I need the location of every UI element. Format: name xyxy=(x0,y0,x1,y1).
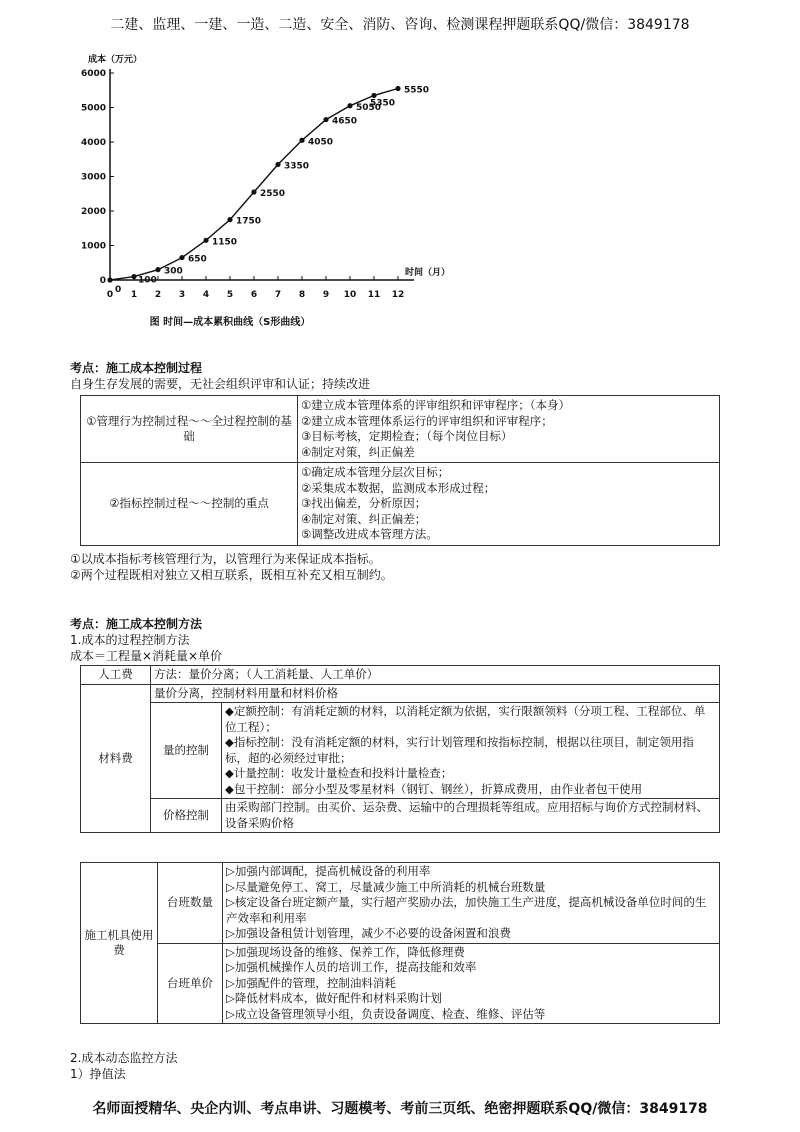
machine-shift-price-items xyxy=(223,943,720,1024)
data-point xyxy=(371,93,376,98)
section1-intro: 自身生存发展的需要，无社会组织评审和认证；持续改进 xyxy=(70,377,371,391)
list-item: ▷尽量避免停工、窝工，尽量减少施工中所消耗的机械台班数量 xyxy=(226,879,546,894)
cost-formula: 成本＝工程量×消耗量×单价 xyxy=(70,649,223,663)
y-tick-label: 6000 xyxy=(80,69,106,79)
data-label: 5550 xyxy=(404,85,430,96)
data-point xyxy=(227,217,232,222)
table-row xyxy=(81,666,720,685)
data-point xyxy=(155,267,160,272)
list-item: ◆指标控制：没有消耗定额的材料，实行计划管理和按指标控制，根据以往项目，制定领用指标，超的必须经过审批； xyxy=(225,735,694,765)
x-tick-label: 4 xyxy=(202,290,210,300)
list-item: ▷核定设备台班定额产量，实行超产奖励办法，加快施工生产进度，提高机械设备单位时间的生产效率和利用率 xyxy=(226,895,707,925)
x-tick-label: 9 xyxy=(322,290,330,300)
x-tick-label: 10 xyxy=(343,290,357,300)
labor-content: 方法：量价分离；（人工消耗量、人工单价） xyxy=(151,666,720,685)
x-tick-label: 5 xyxy=(226,290,234,300)
data-label: 1150 xyxy=(212,237,238,248)
machine-shift-qty-items xyxy=(223,863,720,944)
list-item: ②采集成本数据，监测成本形成过程； xyxy=(301,480,496,495)
x-tick-label: 8 xyxy=(298,290,306,300)
x-tick-label: 7 xyxy=(274,290,282,300)
machine-shift-qty-label: 台班数量 xyxy=(158,863,223,944)
x-axis-label: 时间（月） xyxy=(405,268,451,278)
y-tick-label: 5000 xyxy=(80,103,106,114)
list-item: ④制定对策，纠正偏差 xyxy=(301,444,415,459)
data-label: 4050 xyxy=(308,137,334,148)
table-row xyxy=(81,863,720,944)
table-row xyxy=(81,799,720,833)
material-price-content: 由采购部门控制。由买价、运杂费、运输中的合理损耗等组成。应用招标与询价方式控制材料、设备采购价格 xyxy=(222,799,720,833)
section1-note-2: ②两个过程既相对独立又相互联系，既相互补充又相互制约。 xyxy=(70,568,393,582)
data-point xyxy=(131,274,136,279)
section1-title: 考点：施工成本控制过程 xyxy=(70,361,203,375)
list-item: ▷加强内部调配，提高机械设备的利用率 xyxy=(226,864,431,878)
list-item: ④制定对策、纠正偏差； xyxy=(301,511,427,526)
y-tick-label: 3000 xyxy=(80,172,106,183)
machine-label: 施工机具使用费 xyxy=(81,863,158,1024)
list-item: ▷降低材料成本，做好配件和材料采购计划 xyxy=(226,991,442,1005)
list-item: ⑤调整改进成本管理方法。 xyxy=(301,527,438,542)
data-label: 3350 xyxy=(284,161,310,172)
material-top: 量价分离，控制材料用量和材料价格 xyxy=(151,684,720,703)
labor-label: 人工费 xyxy=(81,666,151,685)
data-label: 650 xyxy=(188,254,207,265)
table-row xyxy=(81,396,720,463)
data-label: 5050 xyxy=(356,102,382,113)
data-label: 100 xyxy=(138,275,157,286)
data-label: 1750 xyxy=(236,216,262,227)
chart-point-labels xyxy=(115,86,429,295)
material-label: 材料费 xyxy=(81,684,151,833)
data-point xyxy=(179,255,184,260)
y-tick-label: 1000 xyxy=(80,241,106,252)
list-item: ◆包干控制：部分小型及零星材料（钢钉、钢丝），折算成费用，由作业者包干使用 xyxy=(225,781,643,796)
x-tick-label: 11 xyxy=(367,290,381,300)
y-tick-label: 4000 xyxy=(80,138,106,148)
data-point xyxy=(323,117,328,122)
x-tick-label: 6 xyxy=(250,290,258,300)
control-process-table xyxy=(80,395,720,546)
material-qty-label: 量的控制 xyxy=(151,703,222,799)
list-item: ◆计量控制：收发计量检查和投料计量检查； xyxy=(225,766,453,780)
list-item: ▷加强配件的管理，控制油料消耗 xyxy=(226,975,396,990)
table-row xyxy=(81,943,720,1024)
page-footer: 名师面授精华、央企内训、考点串讲、习题模考、考前三页纸、绝密押题联系QQ/微信：3849178 xyxy=(92,1101,708,1117)
data-label: 300 xyxy=(164,266,183,277)
section2-sub1: 1.成本的过程控制方法 xyxy=(70,633,190,647)
material-price-label: 价格控制 xyxy=(151,799,222,833)
list-item: ◆定额控制：有消耗定额的材料，以消耗定额为依据，实行限额领料（分项工程、工程部位、单位工程）； xyxy=(225,704,706,734)
list-item: ①建立成本管理体系的评审组织和评审程序；（本身） xyxy=(301,398,571,412)
cost-control-table xyxy=(80,665,720,833)
x-tick-label: 0 xyxy=(106,290,114,300)
s-curve-chart xyxy=(75,48,451,333)
row2-items xyxy=(298,463,720,546)
section2-sub2-1: 1）挣值法 xyxy=(70,1067,126,1081)
data-point xyxy=(299,138,304,143)
list-item: ▷成立设备管理领导小组，负责设备调度、检查、维修、评估等 xyxy=(226,1006,546,1021)
row2-label: ②指标控制过程～～控制的重点 xyxy=(81,463,298,546)
table-row xyxy=(81,684,720,703)
data-label: 0 xyxy=(115,285,122,295)
list-item: ③目标考核，定期检查；（每个岗位目标） xyxy=(301,429,513,443)
y-tick-label: 0 xyxy=(99,276,106,286)
data-point xyxy=(347,103,352,108)
y-tick-label: 2000 xyxy=(80,207,106,217)
chart-series xyxy=(107,86,400,283)
x-tick-label: 3 xyxy=(178,290,186,300)
section2-title: 考点：施工成本控制方法 xyxy=(70,617,203,631)
list-item: ▷加强机械操作人员的培训工作，提高技能和效率 xyxy=(226,960,477,974)
data-label: 5350 xyxy=(370,98,396,109)
data-point xyxy=(203,238,208,243)
table-row xyxy=(81,463,720,546)
list-item: ▷加强设备租赁计划管理，减少不必要的设备闲置和浪费 xyxy=(226,926,511,940)
list-item: ②建立成本管理体系运行的评审组织和评审程序； xyxy=(301,413,553,428)
machine-shift-price-label: 台班单价 xyxy=(158,943,223,1024)
material-qty-items xyxy=(222,703,720,799)
x-tick-label: 2 xyxy=(154,290,162,300)
data-label: 4650 xyxy=(332,116,358,127)
data-point xyxy=(251,189,256,194)
row1-label: ①管理行为控制过程～～全过程控制的基础 xyxy=(81,396,298,463)
machine-cost-table xyxy=(80,862,720,1024)
data-point xyxy=(107,277,112,282)
section2-sub2: 2.成本动态监控方法 xyxy=(70,1051,178,1065)
section1-note-1: ①以成本指标考核管理行为，以管理行为来保证成本指标。 xyxy=(70,552,381,566)
page-header: 二建、监理、一建、一造、二造、安全、消防、咨询、检测课程押题联系QQ/微信：3849178 xyxy=(110,17,690,33)
data-point xyxy=(395,86,400,91)
chart-title: 图 时间—成本累积曲线（S形曲线） xyxy=(149,317,311,328)
x-tick-label: 1 xyxy=(130,290,138,300)
row1-items xyxy=(298,396,720,463)
table-row xyxy=(81,703,720,799)
list-item: ▷加强现场设备的维修、保养工作，降低修理费 xyxy=(226,944,465,959)
x-tick-label: 12 xyxy=(391,290,405,300)
list-item: ①确定成本管理分层次目标； xyxy=(301,465,450,480)
data-label: 2550 xyxy=(260,189,286,200)
y-axis-label: 成本（万元） xyxy=(88,55,143,65)
data-point xyxy=(275,162,280,167)
list-item: ③找出偏差，分析原因； xyxy=(301,496,427,511)
